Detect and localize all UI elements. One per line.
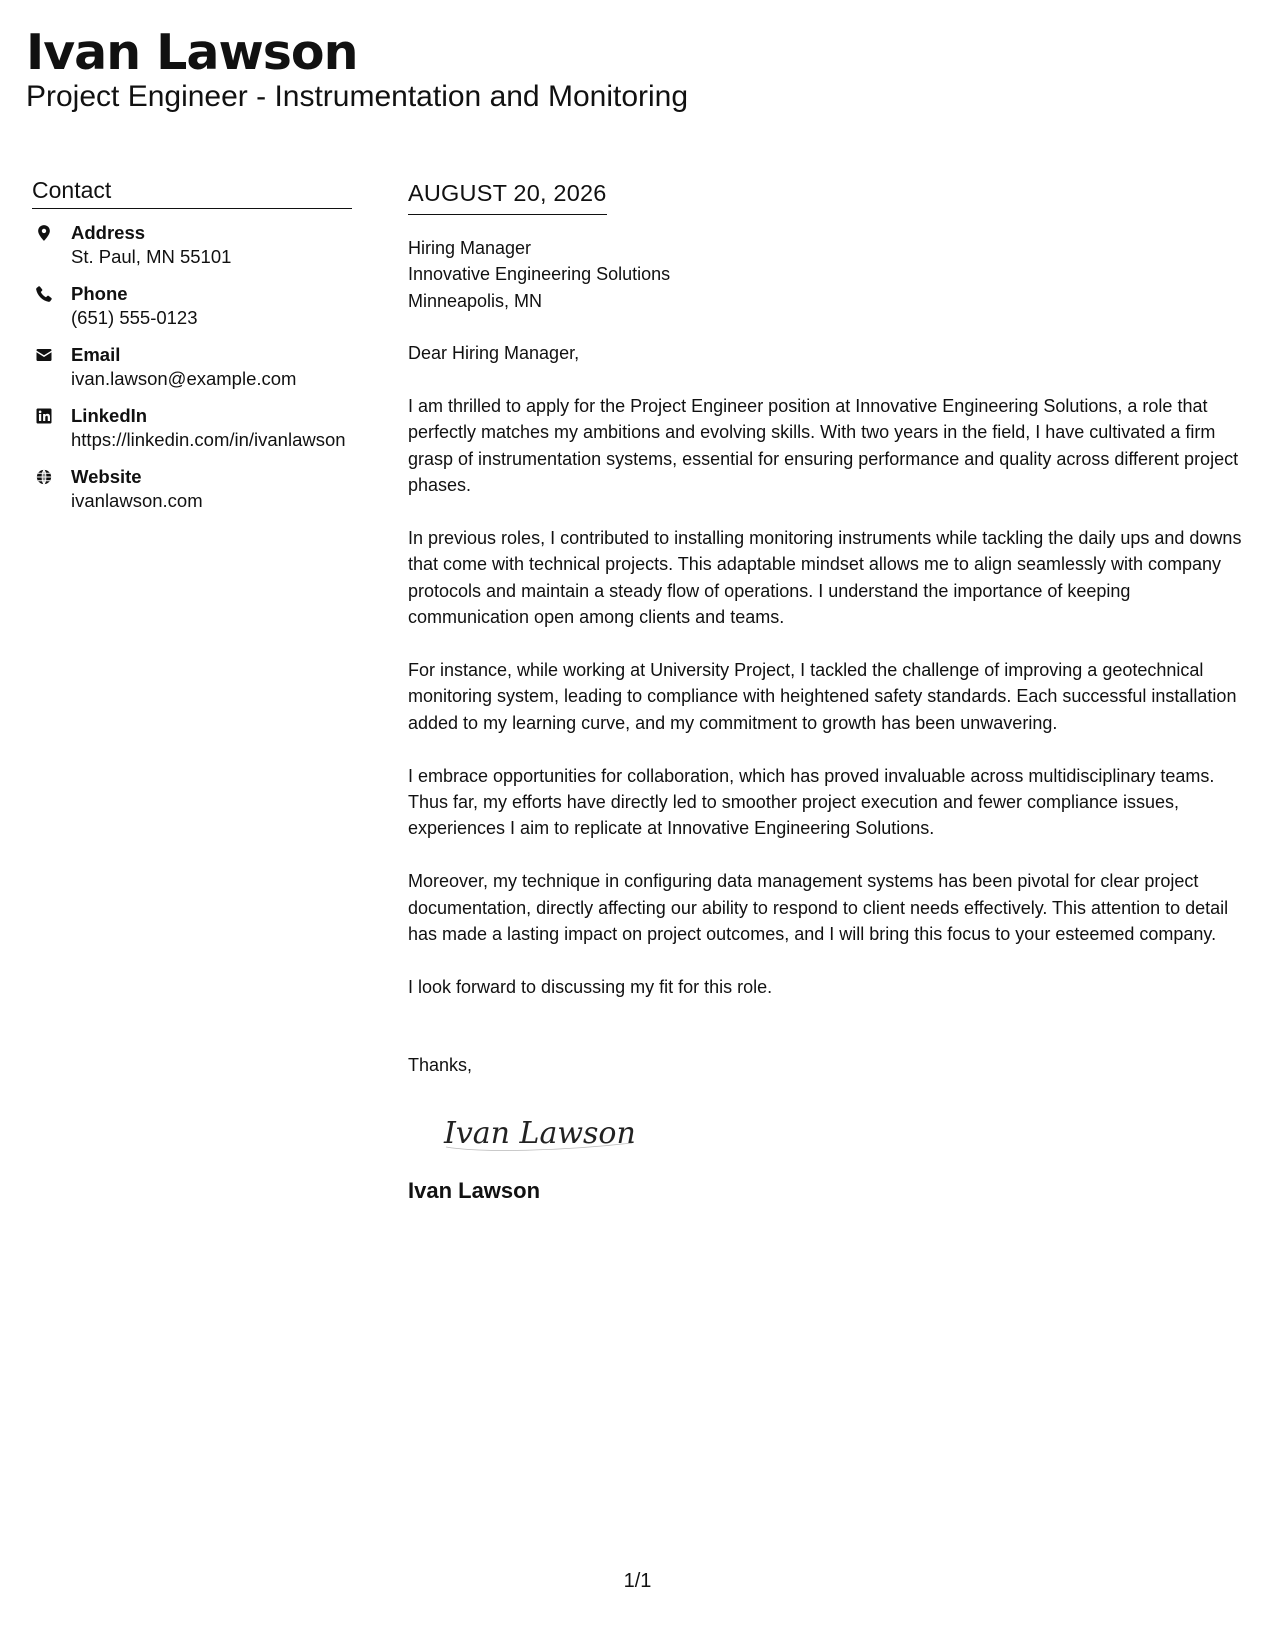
recipient-block	[408, 235, 1256, 314]
letter-paragraph: Moreover, my technique in configuring data management systems has been pivotal for clear project documentation, directly affecting our ability to respond to client needs effectively. This attention to detail has made a lasting impact on project outcomes, and I will bring this focus to your esteemed company.	[408, 871, 1229, 945]
contact-heading: Contact	[32, 176, 352, 209]
email-icon	[35, 346, 53, 364]
letter-paragraph: I am thrilled to apply for the Project Engineer position at Innovative Engineering Solutions, a role that perfectly matches my ambitions and evolving skills. With two years in the field, I have cultivated a firm grasp of instrumentation systems, essential for ensuring performance and quality across different project phases.	[408, 396, 1239, 496]
page-number: 1/1	[623, 1570, 652, 1592]
contact-value[interactable]: https://linkedin.com/in/ivanlawson	[71, 429, 346, 450]
letter-paragraph: I embrace opportunities for collaboration, which has proved invaluable across multidisciplinary teams. Thus far, my efforts have directly led to smoother project execution and fewer compliance issues, experiences I aim to replicate at Innovative Engineering Solutions.	[408, 765, 1215, 839]
linkedin-icon	[35, 407, 53, 425]
contact-sidebar	[32, 176, 352, 526]
applicant-name: Ivan Lawson	[26, 24, 358, 81]
recipient-location: Minneapolis, MN	[408, 290, 543, 311]
signature-text: Ivan Lawson	[444, 1115, 636, 1151]
letter-header	[26, 22, 688, 114]
letter-paragraph: In previous roles, I contributed to installing monitoring instruments while tackling the daily ups and downs that come with technical projects. This adaptable mindset allows me to align seamlessly with company protocols and maintain a steady flow of operations. I understand the importance of keeping communication open among clients and teams.	[408, 528, 1242, 628]
contact-item-linkedin	[32, 404, 352, 452]
contact-item-email	[32, 343, 352, 391]
contact-value: ivan.lawson@example.com	[71, 368, 297, 389]
contact-value: St. Paul, MN 55101	[71, 246, 232, 267]
phone-icon	[35, 285, 53, 303]
contact-label: Website	[71, 466, 142, 487]
contact-item-website	[32, 465, 352, 513]
contact-value: (651) 555-0123	[71, 307, 198, 328]
contact-item-address	[32, 221, 352, 269]
letter-paragraph: For instance, while working at University Project, I tackled the challenge of improving a geotechnical monitoring system, leading to compliance with heightened safety standards. Each successful installation added to my learning curve, and my commitment to growth has been unwavering.	[408, 660, 1237, 733]
contact-label: Address	[71, 222, 146, 243]
closing: Thanks,	[408, 1055, 473, 1076]
contact-label: Phone	[71, 283, 128, 304]
recipient-title: Hiring Manager	[408, 238, 532, 258]
globe-icon	[35, 468, 53, 486]
signature-image	[442, 1107, 642, 1157]
letter-date: AUGUST 20, 2026	[408, 178, 607, 215]
contact-label: Email	[71, 344, 121, 365]
recipient-company: Innovative Engineering Solutions	[408, 264, 671, 285]
map-pin-icon	[35, 224, 53, 242]
contact-value[interactable]: ivanlawson.com	[71, 490, 203, 511]
contact-item-phone	[32, 282, 352, 330]
salutation: Dear Hiring Manager,	[408, 343, 580, 364]
letter-body	[408, 178, 1256, 1205]
signer-name: Ivan Lawson	[408, 1177, 541, 1203]
contact-label: LinkedIn	[71, 405, 148, 426]
letter-paragraph: I look forward to discussing my fit for this role.	[408, 976, 773, 997]
applicant-role: Project Engineer - Instrumentation and Monitoring	[26, 80, 689, 113]
